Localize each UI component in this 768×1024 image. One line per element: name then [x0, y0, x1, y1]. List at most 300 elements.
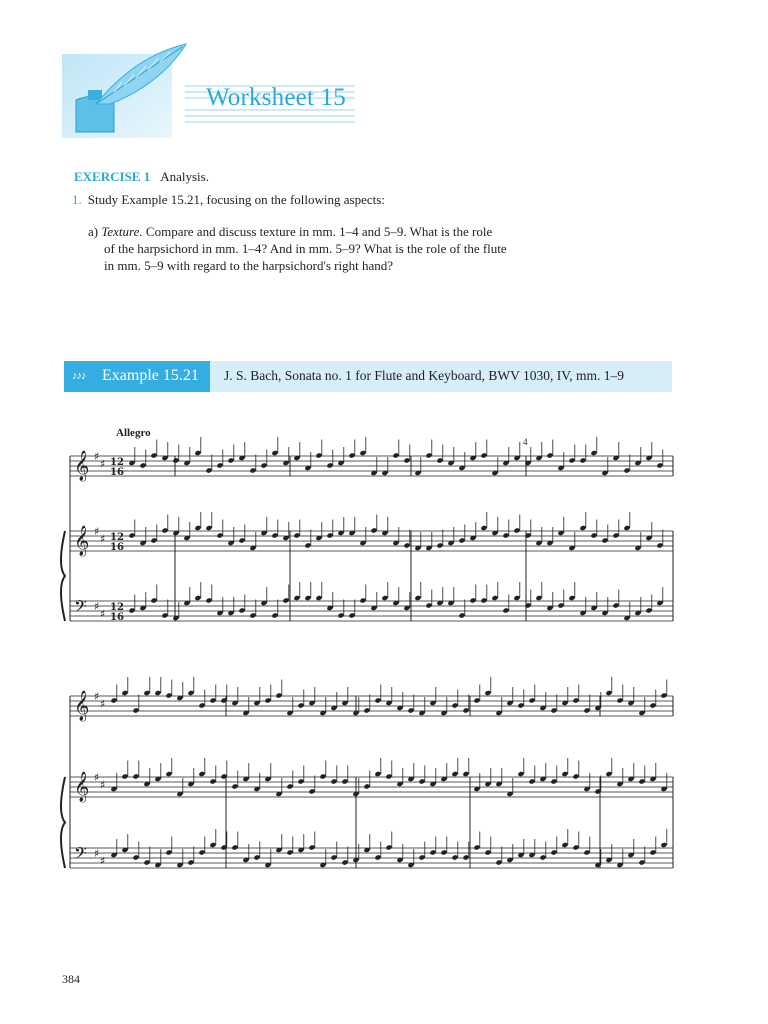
- note-head: [337, 460, 344, 466]
- time-sig-numerator: 12: [110, 457, 124, 468]
- note-head: [161, 527, 168, 533]
- item-number: 1.: [72, 192, 82, 207]
- tempo-marking: Allegro: [116, 427, 151, 439]
- note-head: [128, 607, 135, 613]
- note-head: [352, 710, 359, 716]
- note-head: [194, 450, 201, 456]
- note-head: [297, 847, 304, 853]
- note-head: [264, 697, 271, 703]
- note-head: [348, 452, 355, 458]
- bass-clef: 𝄢: [74, 596, 87, 620]
- note-head: [110, 786, 117, 792]
- note-head: [337, 530, 344, 536]
- note-head: [260, 600, 267, 606]
- note-head: [645, 607, 652, 613]
- note-head: [176, 791, 183, 797]
- note-head: [612, 455, 619, 461]
- note-head: [308, 844, 315, 850]
- note-head: [590, 450, 597, 456]
- note-head: [557, 530, 564, 536]
- note-head: [568, 457, 575, 463]
- exercise-label: EXERCISE 1: [74, 169, 151, 184]
- note-head: [348, 530, 355, 536]
- note-head: [469, 455, 476, 461]
- note-head: [396, 781, 403, 787]
- note-head: [319, 862, 326, 868]
- note-head: [304, 595, 311, 601]
- bass-clef: 𝄢: [74, 843, 87, 867]
- note-head: [605, 771, 612, 777]
- note-head: [414, 595, 421, 601]
- note-head: [429, 700, 436, 706]
- note-head: [623, 467, 630, 473]
- note-head: [172, 615, 179, 621]
- note-head: [330, 705, 337, 711]
- note-head: [308, 700, 315, 706]
- note-head: [539, 705, 546, 711]
- note-head: [359, 597, 366, 603]
- time-sig-denominator: 16: [110, 612, 124, 623]
- note-head: [374, 697, 381, 703]
- note-head: [282, 460, 289, 466]
- note-head: [165, 849, 172, 855]
- note-head: [385, 844, 392, 850]
- note-head: [425, 602, 432, 608]
- note-head: [594, 788, 601, 794]
- note-head: [656, 600, 663, 606]
- note-head: [374, 771, 381, 777]
- note-head: [645, 535, 652, 541]
- note-head: [165, 692, 172, 698]
- note-head: [484, 781, 491, 787]
- note-head: [616, 862, 623, 868]
- note-head: [183, 460, 190, 466]
- note-head: [132, 773, 139, 779]
- note-head: [590, 532, 597, 538]
- note-head: [227, 610, 234, 616]
- key-sharp: ♯: [94, 847, 100, 860]
- note-head: [524, 602, 531, 608]
- note-head: [194, 595, 201, 601]
- note-head: [183, 535, 190, 541]
- note-head: [392, 452, 399, 458]
- note-head: [407, 862, 414, 868]
- note-head: [326, 605, 333, 611]
- note-head: [502, 607, 509, 613]
- note-head: [363, 783, 370, 789]
- note-head: [308, 788, 315, 794]
- note-head: [304, 542, 311, 548]
- note-head: [275, 692, 282, 698]
- note-head: [139, 605, 146, 611]
- note-head: [583, 849, 590, 855]
- note-head: [418, 710, 425, 716]
- note-head: [139, 540, 146, 546]
- note-head: [326, 462, 333, 468]
- note-head: [297, 702, 304, 708]
- note-head: [473, 786, 480, 792]
- note-head: [583, 786, 590, 792]
- note-head: [128, 532, 135, 538]
- page-title: Worksheet 15: [206, 84, 346, 111]
- note-head: [264, 862, 271, 868]
- note-head: [370, 605, 377, 611]
- note-head: [414, 470, 421, 476]
- note-head: [645, 455, 652, 461]
- note-head: [616, 697, 623, 703]
- note-head: [242, 710, 249, 716]
- key-sharp: ♯: [100, 532, 106, 546]
- note-head: [458, 465, 465, 471]
- key-sharp: ♯: [100, 697, 106, 711]
- note-head: [271, 612, 278, 618]
- note-head: [528, 852, 535, 858]
- time-sig-numerator: 12: [110, 602, 124, 613]
- note-head: [275, 847, 282, 853]
- subitem-line: of the harpsichord in mm. 1–4? And in mm. 5–9? What is the role of the flute: [104, 241, 507, 256]
- note-head: [451, 854, 458, 860]
- note-head: [341, 778, 348, 784]
- note-head: [363, 707, 370, 713]
- note-head: [594, 862, 601, 868]
- note-head: [440, 710, 447, 716]
- subitem-line: in mm. 5–9 with regard to the harpsichord's right hand?: [104, 258, 394, 273]
- note-head: [194, 525, 201, 531]
- note-head: [293, 455, 300, 461]
- key-sharp: ♯: [100, 607, 106, 621]
- note-head: [473, 697, 480, 703]
- note-head: [513, 595, 520, 601]
- note-head: [480, 597, 487, 603]
- note-head: [286, 849, 293, 855]
- note-head: [627, 852, 634, 858]
- note-head: [425, 452, 432, 458]
- note-head: [506, 791, 513, 797]
- note-head: [572, 844, 579, 850]
- note-head: [451, 702, 458, 708]
- note-head: [209, 778, 216, 784]
- note-head: [121, 690, 128, 696]
- note-head: [187, 690, 194, 696]
- note-head: [649, 702, 656, 708]
- note-head: [249, 612, 256, 618]
- note-head: [348, 612, 355, 618]
- note-head: [154, 776, 161, 782]
- note-head: [150, 452, 157, 458]
- note-head: [337, 612, 344, 618]
- note-head: [293, 532, 300, 538]
- note-head: [205, 467, 212, 473]
- note-head: [209, 842, 216, 848]
- note-head: [429, 849, 436, 855]
- note-head: [579, 457, 586, 463]
- note-head: [363, 847, 370, 853]
- note-head: [150, 537, 157, 543]
- note-head: [462, 707, 469, 713]
- note-head: [447, 460, 454, 466]
- note-head: [253, 700, 260, 706]
- note-head: [579, 610, 586, 616]
- brace: [61, 531, 65, 621]
- note-head: [396, 705, 403, 711]
- note-head: [227, 457, 234, 463]
- note-head: [304, 465, 311, 471]
- note-head: [605, 690, 612, 696]
- note-head: [128, 460, 135, 466]
- note-head: [638, 710, 645, 716]
- note-head: [480, 452, 487, 458]
- note-head: [260, 462, 267, 468]
- note-head: [513, 527, 520, 533]
- key-sharp: ♯: [94, 525, 100, 538]
- note-head: [502, 532, 509, 538]
- note-head: [561, 771, 568, 777]
- note-head: [374, 854, 381, 860]
- note-head: [517, 771, 524, 777]
- note-head: [539, 776, 546, 782]
- key-sharp: ♯: [94, 450, 100, 463]
- note-head: [660, 692, 667, 698]
- note-head: [407, 776, 414, 782]
- note-head: [161, 612, 168, 618]
- example-label-box: [64, 361, 210, 392]
- note-head: [656, 542, 663, 548]
- note-head: [524, 460, 531, 466]
- note-head: [227, 540, 234, 546]
- note-head: [381, 595, 388, 601]
- note-head: [205, 597, 212, 603]
- note-head: [447, 600, 454, 606]
- note-head: [440, 776, 447, 782]
- note-head: [352, 857, 359, 863]
- note-head: [513, 455, 520, 461]
- note-head: [238, 537, 245, 543]
- note-head: [546, 605, 553, 611]
- note-head: [264, 776, 271, 782]
- note-head: [458, 537, 465, 543]
- note-head: [253, 786, 260, 792]
- note-head: [359, 540, 366, 546]
- note-head: [506, 857, 513, 863]
- note-head: [616, 781, 623, 787]
- note-head: [480, 525, 487, 531]
- note-head: [231, 700, 238, 706]
- note-head: [528, 778, 535, 784]
- note-head: [165, 771, 172, 777]
- note-head: [418, 854, 425, 860]
- note-head: [253, 854, 260, 860]
- note-head: [502, 460, 509, 466]
- note-head: [143, 781, 150, 787]
- note-head: [187, 781, 194, 787]
- note-head: [249, 467, 256, 473]
- note-head: [601, 537, 608, 543]
- note-head: [220, 697, 227, 703]
- note-head: [132, 854, 139, 860]
- music-notes-icon: ♪♪♪: [72, 370, 86, 382]
- note-head: [238, 607, 245, 613]
- note-head: [143, 690, 150, 696]
- exercise-item: [72, 191, 385, 208]
- note-head: [249, 545, 256, 551]
- note-head: [462, 854, 469, 860]
- key-sharp: ♯: [100, 778, 106, 792]
- note-head: [649, 849, 656, 855]
- note-head: [649, 776, 656, 782]
- note-head: [612, 602, 619, 608]
- note-head: [297, 778, 304, 784]
- note-head: [286, 710, 293, 716]
- note-head: [469, 535, 476, 541]
- key-sharp: ♯: [94, 771, 100, 784]
- note-head: [330, 854, 337, 860]
- note-head: [436, 600, 443, 606]
- note-head: [205, 525, 212, 531]
- note-head: [656, 462, 663, 468]
- note-head: [220, 773, 227, 779]
- page-number: 384: [62, 972, 80, 986]
- note-head: [579, 525, 586, 531]
- note-head: [495, 710, 502, 716]
- note-head: [436, 542, 443, 548]
- note-head: [319, 773, 326, 779]
- note-head: [403, 542, 410, 548]
- note-head: [396, 857, 403, 863]
- note-head: [436, 457, 443, 463]
- note-head: [315, 595, 322, 601]
- note-head: [546, 452, 553, 458]
- note-head: [172, 457, 179, 463]
- note-head: [491, 470, 498, 476]
- note-head: [403, 457, 410, 463]
- note-head: [568, 595, 575, 601]
- example-caption: J. S. Bach, Sonata no. 1 for Flute and Keyboard, BWV 1030, IV, mm. 1–9: [224, 368, 624, 383]
- note-head: [198, 702, 205, 708]
- note-head: [319, 710, 326, 716]
- note-head: [462, 771, 469, 777]
- treble-clef: 𝄞: [74, 526, 90, 556]
- note-head: [176, 862, 183, 868]
- note-head: [550, 849, 557, 855]
- subitem-line: Compare and discuss texture in mm. 1–4 and 5–9. What is the role: [145, 224, 493, 239]
- note-head: [528, 697, 535, 703]
- note-head: [506, 700, 513, 706]
- item-text: Study Example 15.21, focusing on the following aspects:: [87, 192, 385, 207]
- note-head: [139, 462, 146, 468]
- note-head: [491, 595, 498, 601]
- measure-number: 4: [523, 437, 528, 447]
- note-head: [557, 602, 564, 608]
- key-sharp: ♯: [100, 854, 106, 868]
- note-head: [601, 470, 608, 476]
- note-head: [557, 465, 564, 471]
- note-head: [495, 859, 502, 865]
- example-label: Example 15.21: [102, 367, 199, 384]
- note-head: [293, 595, 300, 601]
- note-head: [403, 605, 410, 611]
- note-head: [282, 535, 289, 541]
- note-head: [341, 859, 348, 865]
- note-head: [172, 530, 179, 536]
- note-head: [161, 455, 168, 461]
- note-head: [352, 791, 359, 797]
- note-head: [370, 527, 377, 533]
- note-head: [451, 771, 458, 777]
- note-head: [550, 707, 557, 713]
- time-sig-denominator: 16: [110, 542, 124, 553]
- note-head: [341, 700, 348, 706]
- note-head: [381, 530, 388, 536]
- note-head: [572, 697, 579, 703]
- note-head: [623, 525, 630, 531]
- treble-clef: 𝄞: [74, 691, 90, 721]
- note-head: [154, 690, 161, 696]
- subitem-label: a): [88, 224, 99, 239]
- note-head: [216, 462, 223, 468]
- note-head: [458, 612, 465, 618]
- inkwell-quill-icon: [62, 42, 190, 138]
- note-head: [370, 470, 377, 476]
- note-head: [381, 470, 388, 476]
- time-sig-numerator: 12: [110, 532, 124, 543]
- note-head: [216, 532, 223, 538]
- note-head: [282, 597, 289, 603]
- note-head: [517, 852, 524, 858]
- note-head: [634, 545, 641, 551]
- note-head: [275, 791, 282, 797]
- note-head: [517, 702, 524, 708]
- subitem-a: [88, 223, 507, 274]
- note-head: [110, 852, 117, 858]
- note-head: [216, 610, 223, 616]
- note-head: [183, 600, 190, 606]
- note-head: [638, 859, 645, 865]
- subitem-term: Texture.: [101, 224, 143, 239]
- note-head: [627, 776, 634, 782]
- note-head: [385, 700, 392, 706]
- note-head: [121, 847, 128, 853]
- note-head: [572, 773, 579, 779]
- note-head: [623, 615, 630, 621]
- note-head: [546, 540, 553, 546]
- note-head: [315, 535, 322, 541]
- note-head: [143, 859, 150, 865]
- brace: [61, 777, 65, 868]
- note-head: [612, 532, 619, 538]
- note-head: [187, 859, 194, 865]
- note-head: [590, 605, 597, 611]
- note-head: [198, 771, 205, 777]
- note-head: [198, 849, 205, 855]
- note-head: [594, 705, 601, 711]
- key-sharp: ♯: [100, 457, 106, 471]
- note-head: [524, 532, 531, 538]
- exercise-title: Analysis.: [160, 169, 209, 184]
- time-sig-denominator: 16: [110, 467, 124, 478]
- note-head: [286, 783, 293, 789]
- note-head: [568, 545, 575, 551]
- note-head: [238, 455, 245, 461]
- note-head: [150, 597, 157, 603]
- exercise-heading: [74, 168, 209, 185]
- note-head: [638, 778, 645, 784]
- note-head: [425, 545, 432, 551]
- note-head: [330, 778, 337, 784]
- note-head: [121, 773, 128, 779]
- key-sharp: ♯: [94, 600, 100, 613]
- note-head: [231, 844, 238, 850]
- note-head: [634, 460, 641, 466]
